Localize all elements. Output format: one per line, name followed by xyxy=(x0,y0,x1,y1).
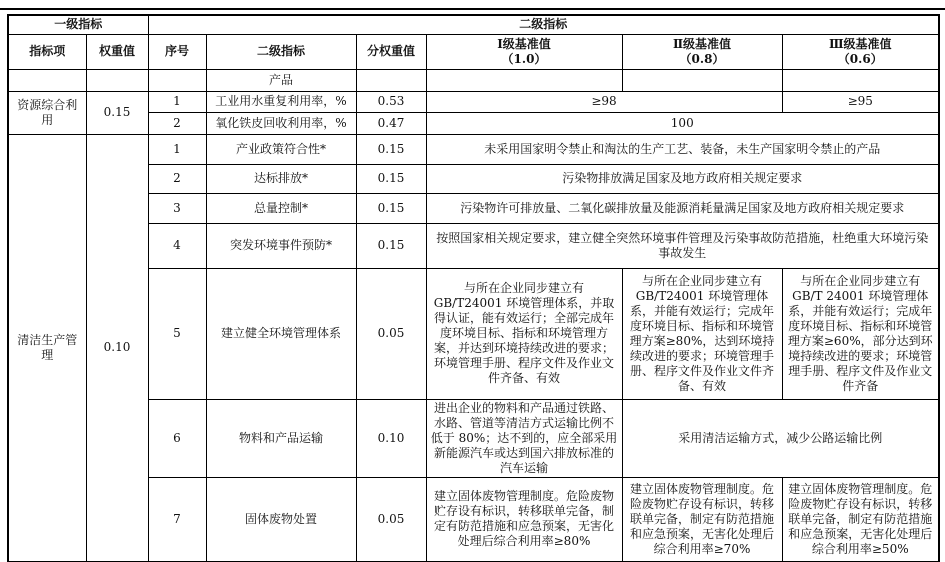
clean-row2-l2-cell: 达标排放* xyxy=(206,164,356,193)
header-col-benchmark2 xyxy=(622,34,782,69)
clean-row4-l2-cell: 突发环境事件预防* xyxy=(206,223,356,268)
header-col-l2: 二级指标 xyxy=(206,34,356,69)
clean-row2-no-cell: 2 xyxy=(148,164,206,193)
resource-row1-l2-cell: 工业用水重复利用率，% xyxy=(206,91,356,112)
clean-row4-b123-cell: 按照国家相关规定要求，建立健全突然环境事件管理及污染事故防范措施，杜绝重大环境污染事故发生 xyxy=(426,223,939,268)
clean-row4-subweight-cell: 0.15 xyxy=(356,223,426,268)
clean-row6-l2-cell: 物料和产品运输 xyxy=(206,399,356,477)
resource-row1-subweight-cell: 0.53 xyxy=(356,91,426,112)
header-col-item: 指标项 xyxy=(8,34,86,69)
resource-row2-b123-cell: 100 xyxy=(426,112,939,134)
benchmark2-factor: （0.8） xyxy=(679,51,725,66)
clean-row5-b3-cell: 与所在企业同步建立有 GB/T 24001 环境管理体系，并能有效运行；完成年度环境目标、指标和环境管理方案≥60%，部分达到环境持续改进的要求；环境管理手册、程序文件及作业文件齐备 xyxy=(782,268,939,399)
table-row-resource-2 xyxy=(8,112,939,134)
table-row-carryover xyxy=(8,69,939,91)
benchmark3-factor: （0.6） xyxy=(837,51,883,66)
header-columns-row xyxy=(8,34,939,69)
table-row-clean-1 xyxy=(8,134,939,164)
benchmark1-title: Ⅰ级基准值 xyxy=(497,36,551,51)
carryover-l2-cell: 产品 xyxy=(206,69,356,91)
header-col-benchmark3 xyxy=(782,34,939,69)
resource-row2-no-cell: 2 xyxy=(148,112,206,134)
carryover-b2-cell xyxy=(622,69,782,91)
header-col-weight: 权重值 xyxy=(86,34,148,69)
resource-row2-subweight-cell: 0.47 xyxy=(356,112,426,134)
table-row-clean-5 xyxy=(8,268,939,399)
resource-row1-b12-cell: ≥98 xyxy=(426,91,782,112)
clean-weight-cell: 0.10 xyxy=(86,134,148,562)
resource-item-cell: 资源综合利用 xyxy=(8,91,86,134)
carryover-subweight-cell xyxy=(356,69,426,91)
clean-row5-b2-cell: 与所在企业同步建立有 GB/T24001 环境管理体系，并能有效运行；完成年度环境目标、指标和环境管理方案≥80%，达到环境持续改进的要求；环境管理手册、程序文件及作业文件齐备、有效 xyxy=(622,268,782,399)
benchmark3-title: Ⅲ级基准值 xyxy=(828,36,892,51)
header-group-level2: 二级指标 xyxy=(148,15,939,34)
clean-row7-b2-cell: 建立固体废物管理制度。危险废物贮存设有标识，转移联单完备，制定有防范措施和应急预案，无害化处理后综合利用率≥70% xyxy=(622,477,782,562)
indicator-table xyxy=(7,14,940,562)
clean-row6-b23-cell: 采用清洁运输方式，减少公路运输比例 xyxy=(622,399,939,477)
clean-row4-no-cell: 4 xyxy=(148,223,206,268)
table-row-clean-6 xyxy=(8,399,939,477)
header-group-level1: 一级指标 xyxy=(8,15,148,34)
carryover-b3-cell xyxy=(782,69,939,91)
clean-row5-subweight-cell: 0.05 xyxy=(356,268,426,399)
header-group-row xyxy=(8,15,939,34)
clean-row3-b123-cell: 污染物许可排放量、二氧化碳排放量及能源消耗量满足国家及地方政府相关规定要求 xyxy=(426,193,939,223)
clean-item-cell: 清洁生产管理 xyxy=(8,134,86,562)
clean-row7-b1-cell: 建立固体废物管理制度。危险废物贮存设有标识，转移联单完备，制定有防范措施和应急预案，无害化处理后综合利用率≥80% xyxy=(426,477,622,562)
header-col-no: 序号 xyxy=(148,34,206,69)
clean-row3-subweight-cell: 0.15 xyxy=(356,193,426,223)
resource-row1-b3-cell: ≥95 xyxy=(782,91,939,112)
table-row-clean-2 xyxy=(8,164,939,193)
clean-row7-no-cell: 7 xyxy=(148,477,206,562)
carryover-weight-cell xyxy=(86,69,148,91)
benchmark1-factor: （1.0） xyxy=(501,51,547,66)
clean-row6-subweight-cell: 0.10 xyxy=(356,399,426,477)
clean-row7-b3-cell: 建立固体废物管理制度。危险废物贮存设有标识，转移联单完备，制定有防范措施和应急预案，无害化处理后综合利用率≥50% xyxy=(782,477,939,562)
clean-row1-no-cell: 1 xyxy=(148,134,206,164)
carryover-item-cell xyxy=(8,69,86,91)
carryover-no-cell xyxy=(148,69,206,91)
clean-row5-b1-cell: 与所在企业同步建立有 GB/T24001 环境管理体系，并取得认证，能有效运行；全部完成年度环境目标、指标和环境管理方案，并达到环境持续改进的要求；环境管理手册、程序文件及作业文件齐备、有效 xyxy=(426,268,622,399)
carryover-b1-cell xyxy=(426,69,622,91)
clean-row6-no-cell: 6 xyxy=(148,399,206,477)
clean-row5-no-cell: 5 xyxy=(148,268,206,399)
clean-row1-subweight-cell: 0.15 xyxy=(356,134,426,164)
clean-row7-subweight-cell: 0.05 xyxy=(356,477,426,562)
clean-row7-l2-cell: 固体废物处置 xyxy=(206,477,356,562)
page-top-rule xyxy=(0,8,945,10)
table-row-clean-7 xyxy=(8,477,939,562)
table-row-clean-4 xyxy=(8,223,939,268)
header-col-benchmark1 xyxy=(426,34,622,69)
resource-row2-l2-cell: 氧化铁皮回收利用率，% xyxy=(206,112,356,134)
clean-row2-b123-cell: 污染物排放满足国家及地方政府相关规定要求 xyxy=(426,164,939,193)
header-col-subweight: 分权重值 xyxy=(356,34,426,69)
clean-row6-b1-cell: 进出企业的物料和产品通过铁路、水路、管道等清洁方式运输比例不低于 80%；达不到的，应全部采用新能源汽车或达到国六排放标准的汽车运输 xyxy=(426,399,622,477)
clean-row5-l2-cell: 建立健全环境管理体系 xyxy=(206,268,356,399)
benchmark2-title: Ⅱ级基准值 xyxy=(672,36,732,51)
clean-row1-b123-cell: 未采用国家明令禁止和淘汰的生产工艺、装备，未生产国家明令禁止的产品 xyxy=(426,134,939,164)
resource-row1-no-cell: 1 xyxy=(148,91,206,112)
table-row-resource-1 xyxy=(8,91,939,112)
clean-row1-l2-cell: 产业政策符合性* xyxy=(206,134,356,164)
clean-row2-subweight-cell: 0.15 xyxy=(356,164,426,193)
resource-weight-cell: 0.15 xyxy=(86,91,148,134)
table-row-clean-3 xyxy=(8,193,939,223)
clean-row3-l2-cell: 总量控制* xyxy=(206,193,356,223)
clean-row3-no-cell: 3 xyxy=(148,193,206,223)
